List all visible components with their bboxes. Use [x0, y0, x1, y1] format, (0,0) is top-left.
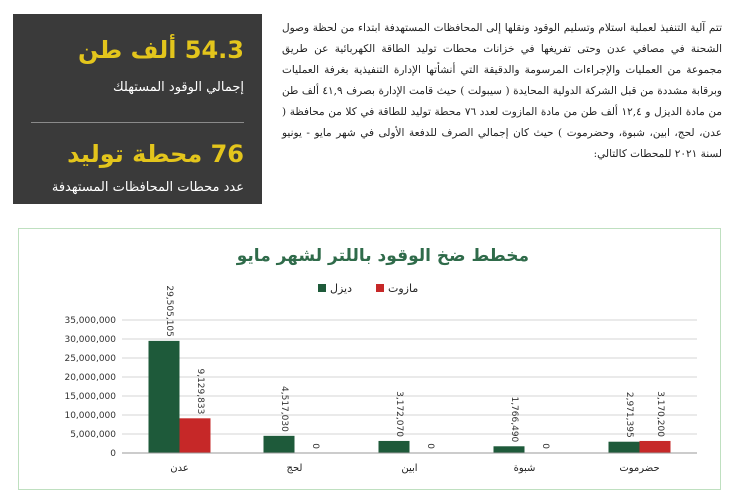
- legend-swatch: [376, 284, 384, 292]
- data-label: 29,505,105: [164, 285, 174, 337]
- category-label: حضرموت: [619, 463, 660, 474]
- y-tick-label: 0: [110, 449, 116, 459]
- data-label: 3,172,070: [394, 391, 404, 437]
- fuel-total-label: إجمالي الوقود المستهلك: [112, 80, 244, 95]
- y-tick-label: 25,000,000: [64, 354, 116, 364]
- y-tick-label: 15,000,000: [64, 392, 116, 402]
- bar-diesel: [264, 436, 295, 453]
- data-label: 4,517,030: [279, 386, 289, 432]
- fuel-total-value: 54.3 ألف طن: [78, 36, 244, 64]
- category-label: شبوة: [513, 463, 536, 474]
- stations-count-label: عدد محطات المحافظات المستهدفة: [51, 180, 244, 195]
- data-label: 3,170,200: [655, 391, 665, 437]
- y-tick-label: 35,000,000: [64, 316, 116, 326]
- bar-diesel: [494, 446, 525, 453]
- bar-mazut: [180, 418, 211, 453]
- category-label: ابين: [401, 463, 418, 474]
- legend-label: مازوت: [388, 282, 419, 295]
- data-label: 2,971,395: [624, 391, 634, 438]
- category-label: لحج: [286, 463, 303, 474]
- data-label: 9,129,833: [195, 368, 205, 415]
- stations-count-value: 76 محطة توليد: [67, 140, 244, 168]
- data-label: 0: [425, 443, 435, 449]
- chart-title: مخطط ضخ الوقود باللتر لشهر مايو: [236, 246, 529, 266]
- y-tick-label: 20,000,000: [64, 373, 116, 383]
- data-label: 0: [540, 443, 550, 449]
- y-tick-label: 5,000,000: [70, 430, 116, 440]
- bar-diesel: [149, 341, 180, 453]
- category-label: عدن: [170, 463, 189, 474]
- y-tick-label: 10,000,000: [64, 411, 116, 421]
- body-paragraph: تتم آلية التنفيذ لعملية استلام وتسليم الوقود ونقلها إلى المحافظات المستهدفة ابتداء من لحظة وصول الشحنة في مصافي عدن وحتى تفريغها في خزانات محطات توليد الطاقة الكهربائية عن طريق مجموعة من العمليات والإجراءات المرسومة والدقيقة التي أنشأتها الإدارة التنفيذية بغرفة العمليات وبرقابة مشددة من قبل الشركة الدولية المحايدة ( سيبولت ) حيث قامت الإدارة بصرف ٤١,٩ ألف طن من مادة الديزل و ١٢,٤ ألف طن من مادة المازوت لعدد ٧٦ محطة توليد للطاقة في كلا من محافظة ( عدن، لحج، ابين، شبوة، وحضرموت ) حيث كان إجمالي الصرف للدفعة الأولى في شهر مايو - يونيو لسنة ٢٠٢١ للمحطات كالتالي:: [282, 22, 723, 160]
- y-tick-label: 30,000,000: [64, 335, 116, 345]
- bar-mazut: [640, 441, 671, 453]
- bar-diesel: [379, 441, 410, 453]
- data-label: 1,766,490: [509, 396, 519, 443]
- bar-diesel: [609, 442, 640, 453]
- data-label: 0: [310, 443, 320, 449]
- legend-swatch: [318, 284, 326, 292]
- legend-label: ديزل: [330, 282, 353, 295]
